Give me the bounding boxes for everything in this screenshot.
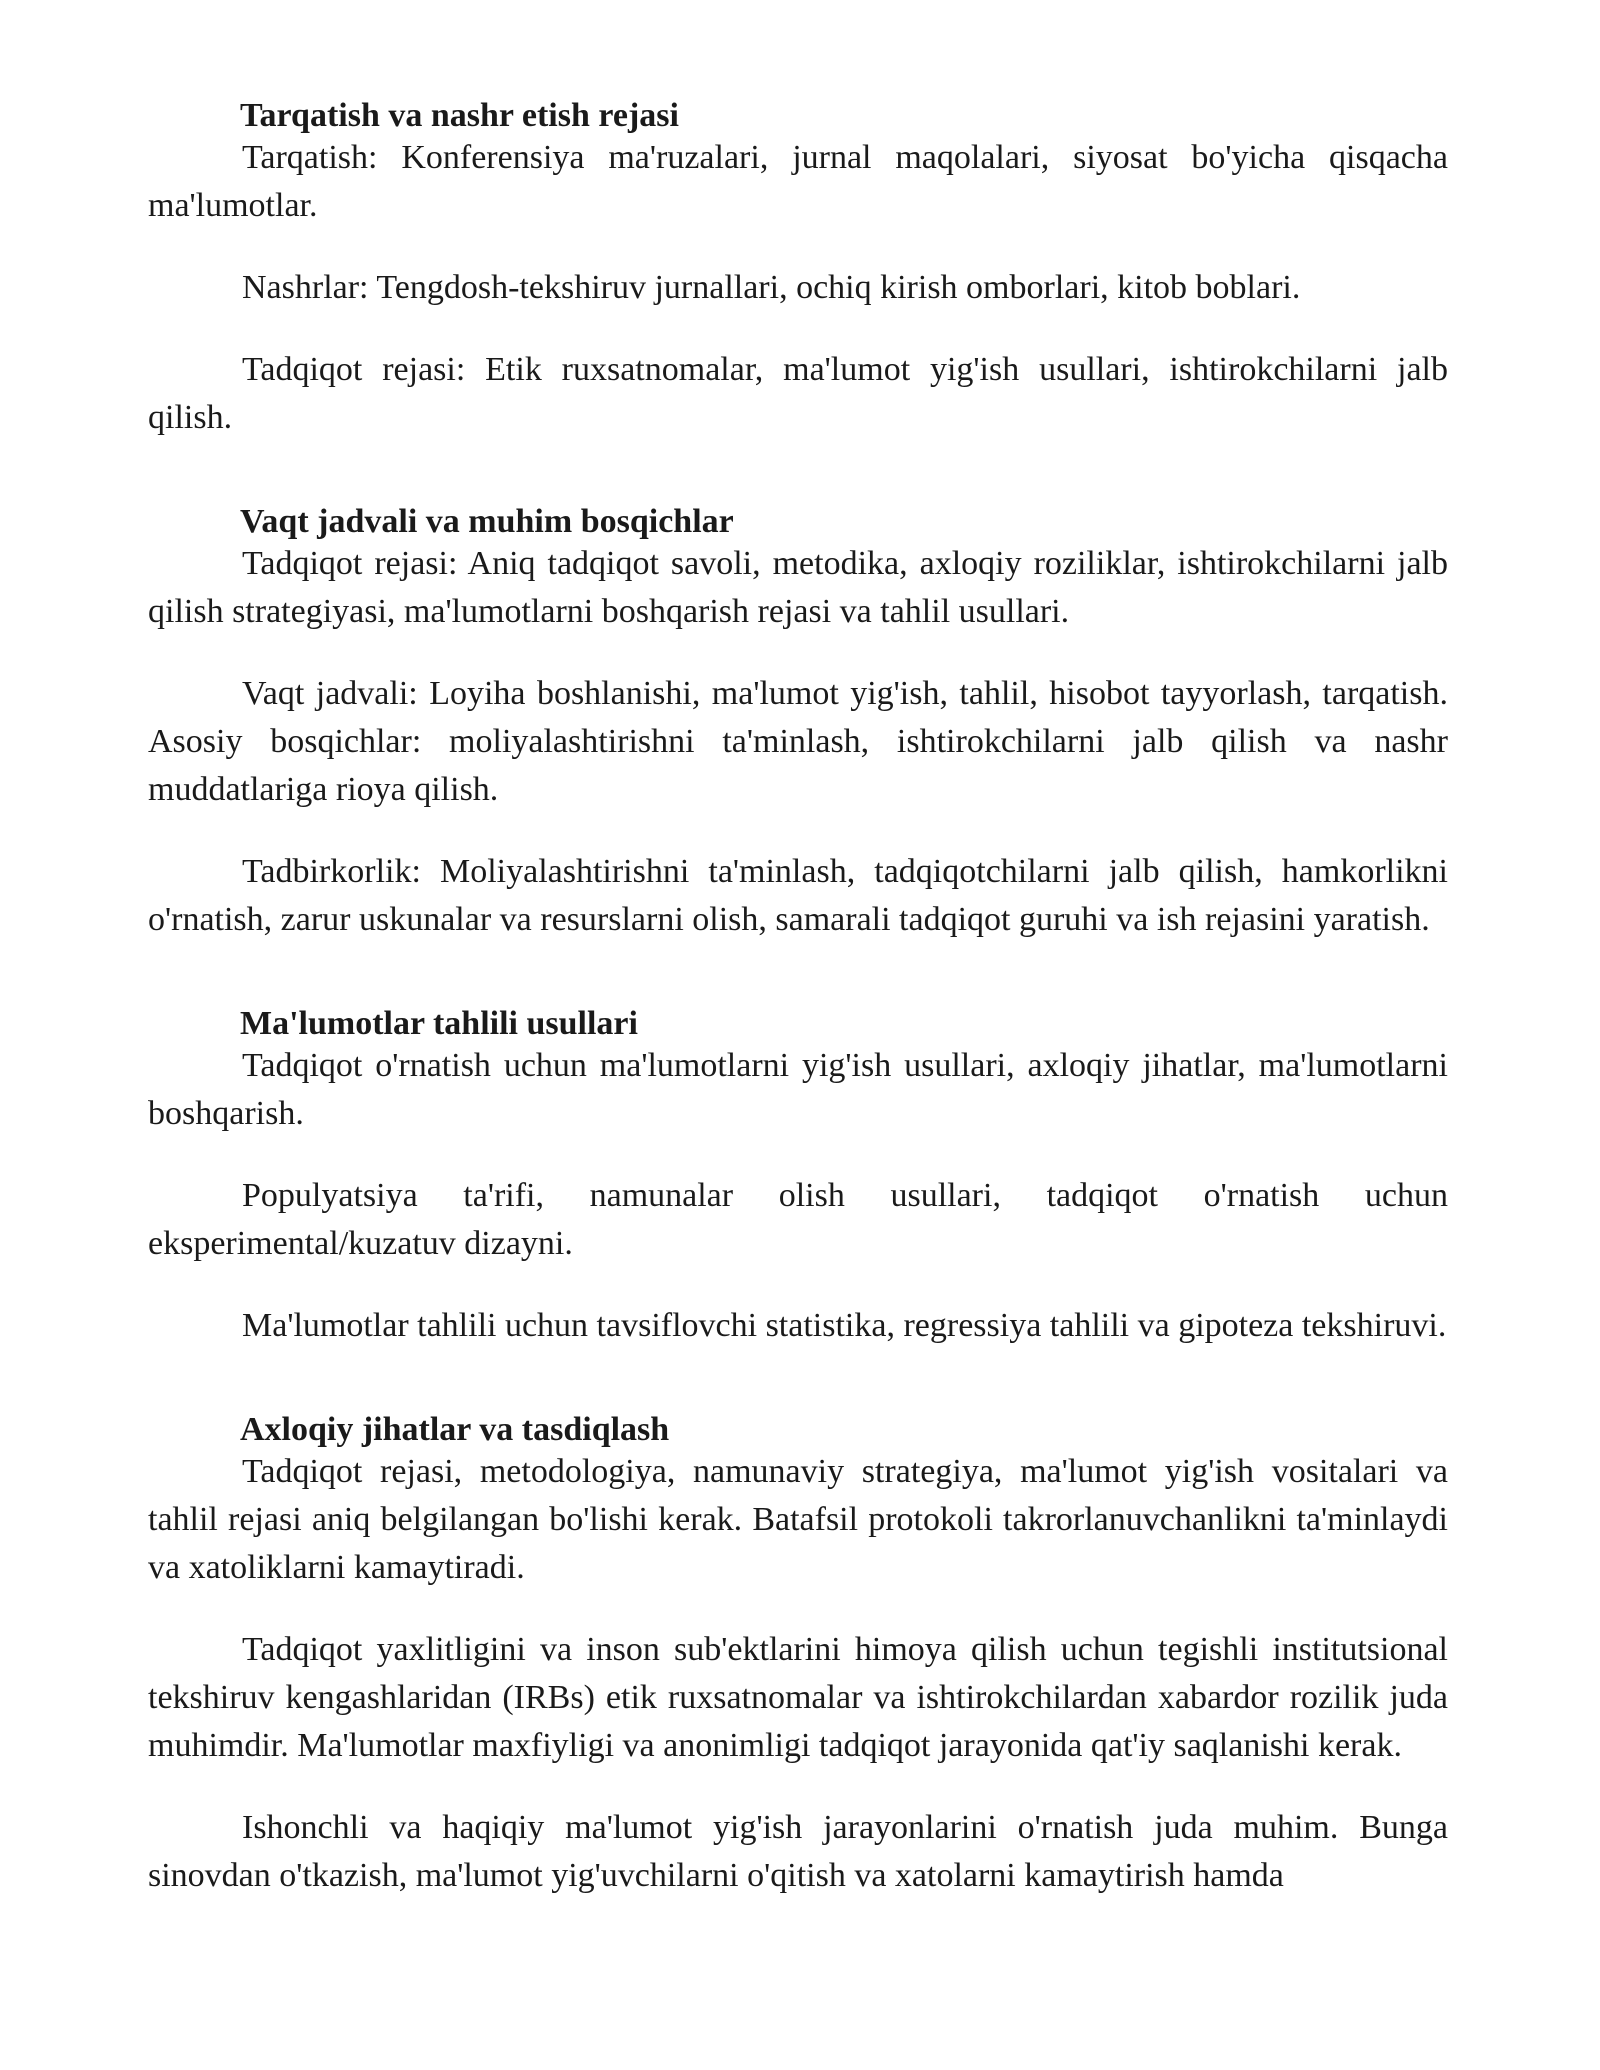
paragraph: Tarqatish: Konferensiya ma'ruzalari, jurnal maqolalari, siyosat bo'yicha qisqacha ma'lumotlar. (148, 139, 1448, 224)
paragraph: Populyatsiya ta'rifi, namunalar olish usullari, tadqiqot o'rnatish uchun eksperimental/kuzatuv dizayni. (148, 1177, 1448, 1262)
paragraph: Tadqiqot rejasi, metodologiya, namunaviy strategiya, ma'lumot yig'ish vositalari va tahlil rejasi aniq belgilangan bo'lishi kerak. Batafsil protokoli takrorlanuvchanlikni ta'minlaydi va xatoliklarni kamaytiradi. (148, 1453, 1448, 1586)
paragraph: Ishonchli va haqiqiy ma'lumot yig'ish jarayonlarini o'rnatish juda muhim. Bunga sinovdan o'tkazish, ma'lumot yig'uvchilarni o'qitish va xatolarni kamaytirish hamda (148, 1809, 1448, 1894)
paragraph: Tadqiqot yaxlitligini va inson sub'ektlarini himoya qilish uchun tegishli institutsional tekshiruv kengashlaridan (IRBs) etik ruxsatnomalar va ishtirokchilardan xabardor rozilik juda muhimdir. Ma'lumotlar maxfiyligi va anonimligi tadqiqot jarayonida qat'iy saqlanishi kerak. (148, 1631, 1448, 1764)
paragraph: Nashrlar: Tengdosh-tekshiruv jurnallari, ochiq kirish omborlari, kitob boblari. (242, 269, 1301, 306)
document-page (148, 92, 1448, 1900)
paragraph: Tadqiqot rejasi: Aniq tadqiqot savoli, metodika, axloqiy roziliklar, ishtirokchilarni jalb qilish strategiyasi, ma'lumotlarni boshqarish rejasi va tahlil usullari. (148, 545, 1448, 630)
paragraph: Ma'lumotlar tahlili uchun tavsiflovchi statistika, regressiya tahlili va gipoteza tekshiruvi. (242, 1307, 1447, 1344)
section-heading: Vaqt jadvali va muhim bosqichlar (240, 503, 734, 540)
section-heading: Tarqatish va nashr etish rejasi (240, 97, 679, 134)
paragraph: Tadqiqot o'rnatish uchun ma'lumotlarni yig'ish usullari, axloqiy jihatlar, ma'lumotlarni boshqarish. (148, 1047, 1448, 1132)
paragraph: Tadbirkorlik: Moliyalashtirishni ta'minlash, tadqiqotchilarni jalb qilish, hamkorlikni o'rnatish, zarur uskunalar va resurslarni olish, samarali tadqiqot guruhi va ish rejasini yaratish. (148, 853, 1448, 938)
section-heading: Ma'lumotlar tahlili usullari (240, 1005, 638, 1042)
section-heading: Axloqiy jihatlar va tasdiqlash (240, 1411, 670, 1448)
paragraph: Vaqt jadvali: Loyiha boshlanishi, ma'lumot yig'ish, tahlil, hisobot tayyorlash, tarqatish. Asosiy bosqichlar: moliyalashtirishni ta'minlash, ishtirokchilarni jalb qilish va nashr muddatlariga rioya qilish. (148, 675, 1448, 808)
paragraph: Tadqiqot rejasi: Etik ruxsatnomalar, ma'lumot yig'ish usullari, ishtirokchilarni jalb qilish. (148, 351, 1448, 436)
